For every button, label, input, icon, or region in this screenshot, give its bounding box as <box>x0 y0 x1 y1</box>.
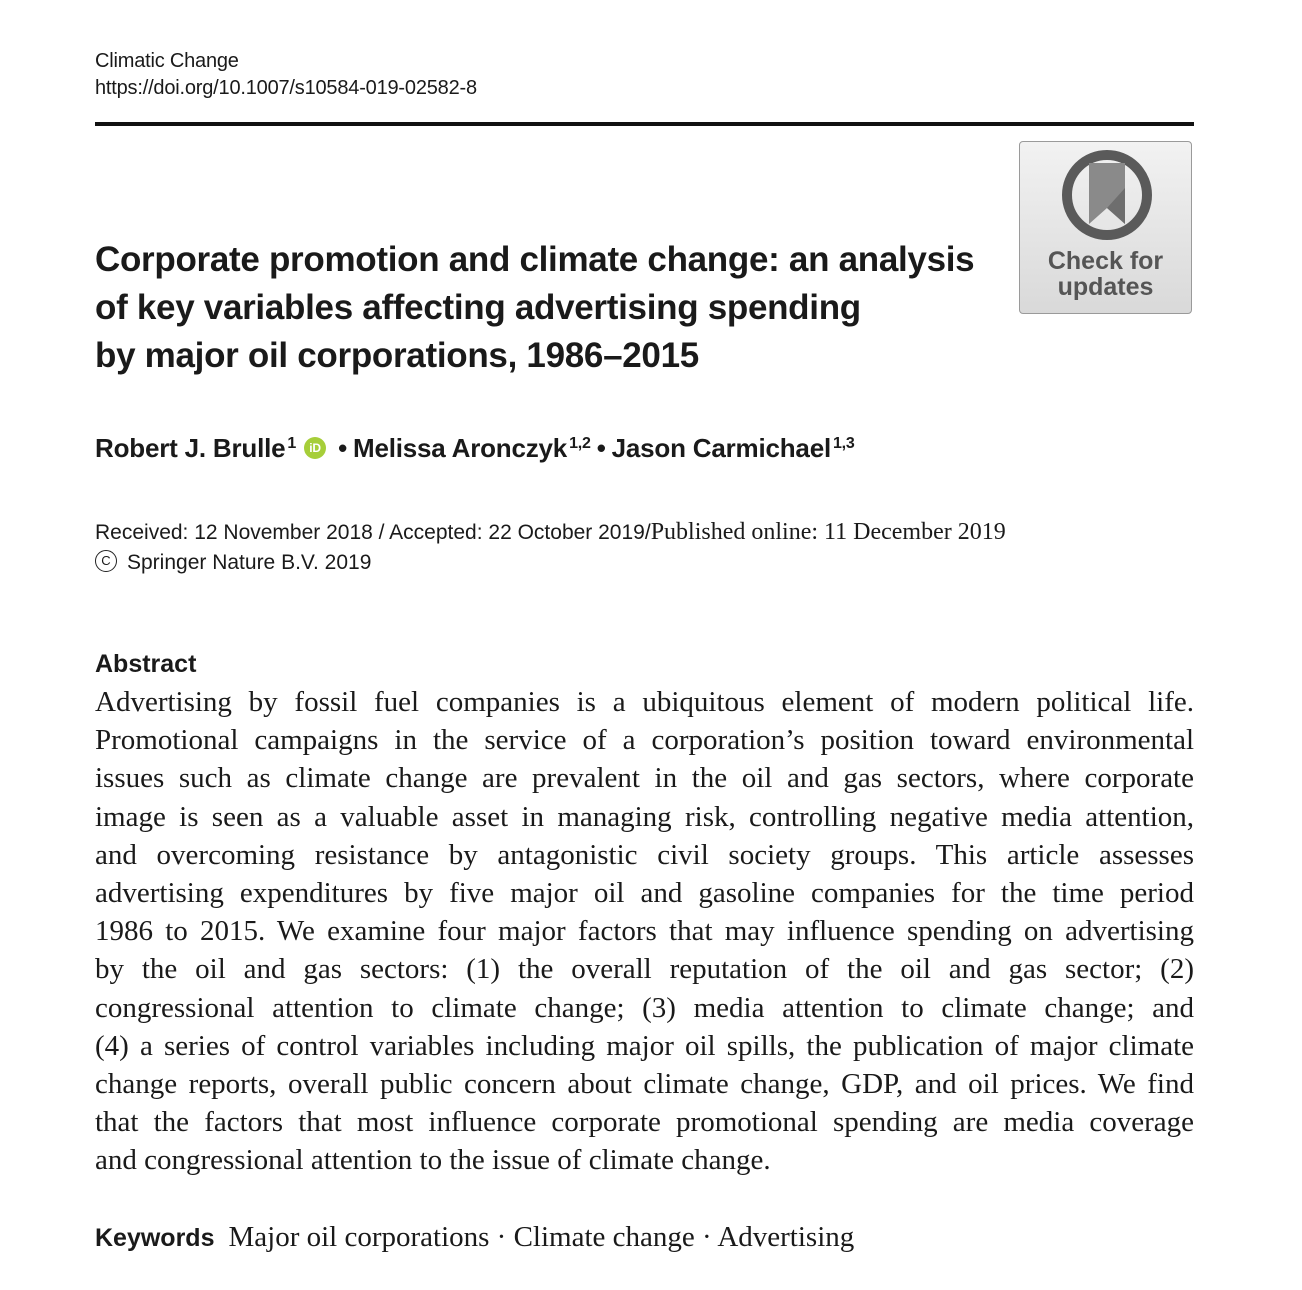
author-name[interactable]: Jason Carmichael <box>611 433 831 463</box>
keywords <box>95 1218 854 1257</box>
abstract-line: by the oil and gas sectors: (1) the overall reputation of the oil and gas sector; (2) <box>95 953 1194 986</box>
abstract-line: image is seen as a valuable asset in managing risk, controlling negative media attention, <box>95 800 1194 833</box>
journal-header <box>95 48 477 102</box>
affiliation-marker: 1 <box>287 435 297 452</box>
copyright-line <box>95 548 371 577</box>
journal-name: Climatic Change <box>95 50 239 72</box>
copyright-icon: C <box>95 550 117 572</box>
received-accepted-dates: Received: 12 November 2018 / Accepted: 22 October 2019/ <box>95 521 651 544</box>
badge-label: Check for updates <box>1047 247 1164 301</box>
author-name[interactable]: Robert J. Brulle <box>95 433 286 463</box>
abstract-line: Advertising by fossil fuel companies is a ubiquitous element of modern political life. <box>95 686 1194 718</box>
abstract-heading: Abstract <box>95 650 197 678</box>
abstract-line: issues such as climate change are prevalent in the oil and gas sectors, where corporate <box>95 762 1194 795</box>
header-rule <box>95 122 1194 126</box>
crossmark-icon <box>1060 148 1154 242</box>
abstract-line: congressional attention to climate change; (3) media attention to climate change; and <box>95 991 1194 1024</box>
abstract-body <box>95 683 1194 1180</box>
check-for-updates-badge[interactable] <box>1019 141 1192 314</box>
author-separator: • <box>338 433 348 463</box>
keywords-text: Major oil corporations · Climate change · Advertising <box>228 1221 855 1253</box>
title-line: of key variables affecting advertising spending <box>95 288 861 327</box>
author-separator: • <box>596 433 606 463</box>
copyright-text: Springer Nature B.V. 2019 <box>127 551 372 574</box>
article-dates <box>95 518 1006 547</box>
abstract-line: that the factors that most influence corporate promotional spending are media coverage <box>95 1106 1194 1139</box>
abstract-line: advertising expenditures by five major oil and gasoline companies for the time period <box>95 877 1194 910</box>
author-name[interactable]: Melissa Aronczyk <box>353 433 568 463</box>
affiliation-marker: 1,2 <box>569 435 591 452</box>
published-date: Published online: 11 December 2019 <box>650 519 1006 545</box>
article-title <box>95 236 995 380</box>
author-list <box>95 430 855 466</box>
orcid-icon[interactable]: iD <box>304 437 326 459</box>
abstract-line: Promotional campaigns in the service of a corporation’s position toward environmental <box>95 724 1194 757</box>
abstract-line: 1986 to 2015. We examine four major factors that may influence spending on advertising <box>95 915 1194 948</box>
abstract-line: and overcoming resistance by antagonistic civil society groups. This article assesses <box>95 838 1194 871</box>
title-line: by major oil corporations, 1986–2015 <box>95 336 699 375</box>
affiliation-marker: 1,3 <box>832 435 855 452</box>
abstract-line: and congressional attention to the issue of climate change. <box>95 1144 771 1177</box>
doi-link[interactable]: https://doi.org/10.1007/s10584-019-02582-8 <box>95 77 477 99</box>
abstract-line: (4) a series of control variables including major oil spills, the publication of major climate <box>95 1029 1194 1062</box>
title-line: Corporate promotion and climate change: an analysis <box>95 240 975 279</box>
abstract-line: change reports, overall public concern about climate change, GDP, and oil prices. We find <box>95 1068 1194 1101</box>
keywords-label: Keywords <box>95 1224 215 1252</box>
